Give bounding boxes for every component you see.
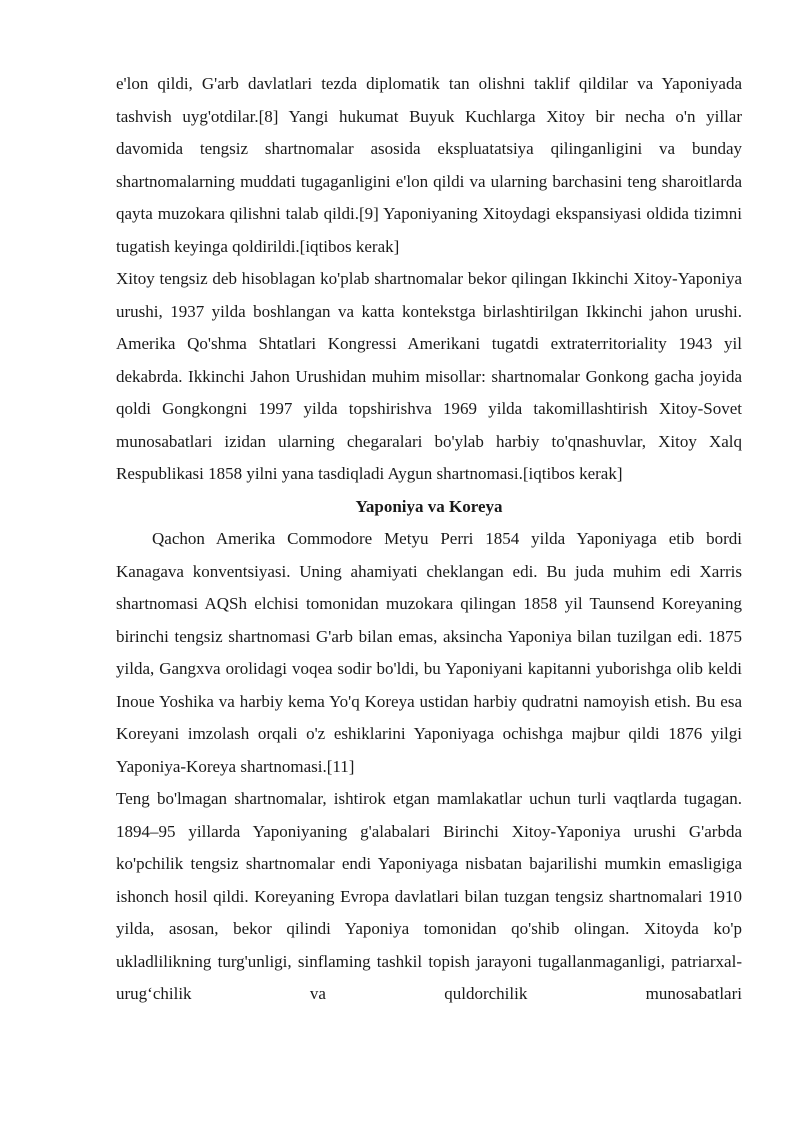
paragraph-treaties-cancelled: Xitoy tengsiz deb hisoblagan ko'plab shartnomalar bekor qilingan Ikkinchi Xitoy-Yaponiya urushi, 1937 yilda boshlangan va katta kontekstga birlashtirilgan Ikkinchi jahon urushi. Amerika Qo'shma Shtatlari Kongressi Amerikani tugatdi extraterritoriality 1943 yil dekabrda. Ikkinchi Jahon Urushidan muhim misollar: shartnomalar Gonkong gacha joyida qoldi Gongkongni 1997 yilda topshirishva 1969 yilda takomillashtirish Xitoy-Sovet munosabatlari izidan ularning chegaralari bo'ylab harbiy to'qnashuvlar, Xitoy Xalq Respublikasi 1858 yilni yana tasdiqladi Aygun shartnomasi.[iqtibos kerak] bbox=[116, 269, 742, 483]
paragraph-treaties-ended: Teng bo'lmagan shartnomalar, ishtirok etgan mamlakatlar uchun turli vaqtlarda tugagan. 1894–95 yillarda Yaponiyaning g'alabalari Birinchi Xitoy-Yaponiya urushi G'arbda ko'pchilik tengsiz shartnomalar endi Yaponiyaga nisbatan bajarilishi mumkin emasligiga ishonch hosil qildi. Koreyaning Evropa davlatlari bilan tuzgan tengsiz shartnomalari 1910 yilda, asosan, bekor qilindi Yaponiya tomonidan qo'shib olingan. Xitoyda ko'p ukladlilikning turg'unligi, sinflaming tashkil topish jarayoni tugallanmaganligi, patriarxal-urug‘chilik va quldorchilik munosabatlari bbox=[116, 789, 742, 1003]
paragraph-diplomatic-recognition: e'lon qildi, G'arb davlatlari tezda diplomatik tan olishni taklif qildilar va Yaponiyada tashvish uyg'otdilar.[8] Yangi hukumat Buyuk Kuchlarga Xitoy bir necha o'n yillar davomida tengsiz shartnomalar asosida ekspluatatsiya qilinganligini va bunday shartnomalarning muddati tugaganligini e'lon qildi va ularning barchasini teng sharoitlarda qayta muzokara qilishni talab qildi.[9] Yaponiyaning Xitoydagi ekspansiyasi oldida tizimni tugatish keyinga qoldirildi.[iqtibos kerak] bbox=[116, 74, 742, 256]
section-heading: Yaponiya va Koreya bbox=[355, 496, 503, 516]
paragraph-japan-korea: Qachon Amerika Commodore Metyu Perri 1854 yilda Yaponiyaga etib bordi Kanagava konventsiyasi. Uning ahamiyati cheklangan edi. Bu juda muhim edi Xarris shartnomasi AQSh elchisi tomonidan muzokara qilingan 1858 yil Taunsend Koreyaning birinchi tengsiz shartnomasi G'arb bilan emas, aksincha Yaponiya bilan tuzilgan edi. 1875 yilda, Gangxva orolidagi voqea sodir bo'ldi, bu Yaponiyani kapitanni yuborishga olib keldi Inoue Yoshika va harbiy kema Yo'q Koreya ustidan harbiy qudratni namoyish etish. Bu esa Koreyani imzolash orqali o'z eshiklarini Yaponiyaga ochishga majbur qildi 1876 yilgi Yaponiya-Koreya shartnomasi.[11] bbox=[116, 529, 742, 776]
document-page bbox=[116, 68, 742, 1011]
